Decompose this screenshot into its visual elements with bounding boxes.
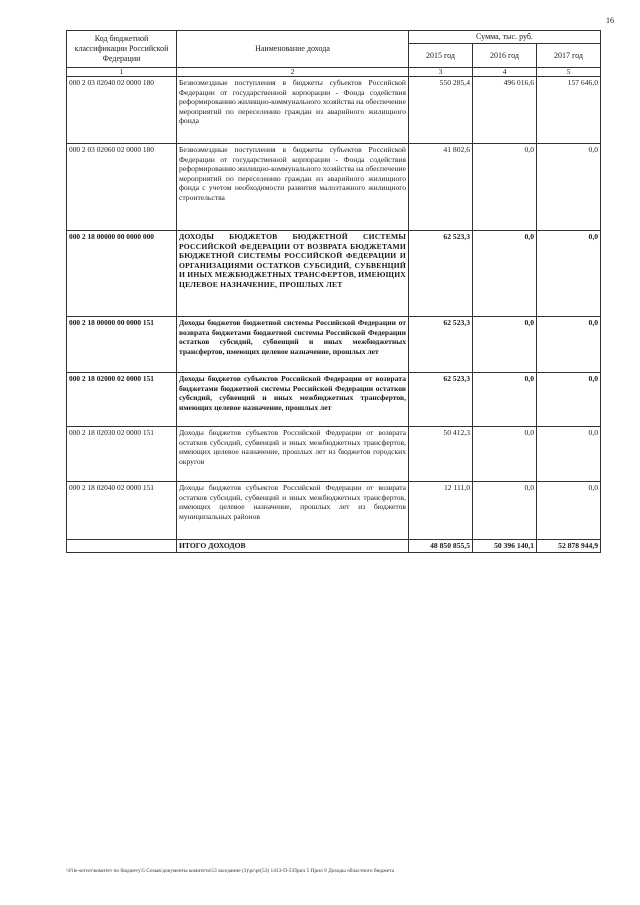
value-2017: 0,0 xyxy=(537,482,601,540)
value-2015: 50 412,3 xyxy=(409,427,473,482)
value-2016: 0,0 xyxy=(473,144,537,231)
value-2015: 41 802,6 xyxy=(409,144,473,231)
column-number: 1 xyxy=(67,68,177,77)
budget-revenue-table xyxy=(66,30,601,553)
value-2016: 0,0 xyxy=(473,317,537,373)
value-2017: 0,0 xyxy=(537,144,601,231)
revenue-code: 000 2 18 02030 02 0000 151 xyxy=(67,427,177,482)
total-2015: 48 850 855,5 xyxy=(409,540,473,553)
value-2017: 0,0 xyxy=(537,317,601,373)
header-year-2015: 2015 год xyxy=(409,44,473,68)
revenue-name: Безвозмездные поступления в бюджеты субъектов Российской Федерации от государственной корпорации - Фонда содействия реформированию жилищно-коммунального хозяйства на обеспечение мероприятий по переселению граждан из аварийного жилищного фонда xyxy=(177,77,409,144)
total-code-cell xyxy=(67,540,177,553)
header-code-column: Код бюджетной классификации Российской Федерации xyxy=(67,31,177,68)
total-2016: 50 396 140,1 xyxy=(473,540,537,553)
revenue-name: ДОХОДЫ БЮДЖЕТОВ БЮДЖЕТНОЙ СИСТЕМЫ РОССИЙСКОЙ ФЕДЕРАЦИИ ОТ ВОЗВРАТА БЮДЖЕТАМИ БЮДЖЕТНОЙ СИСТЕМЫ РОССИЙСКОЙ ФЕДЕРАЦИИ И ОРГАНИЗАЦИЯМИ ОСТАТКОВ СУБСИДИЙ, СУБВЕНЦИЙ И ИНЫХ МЕЖБЮДЖЕТНЫХ ТРАНСФЕРТОВ, ИМЕЮЩИХ ЦЕЛЕВОЕ НАЗНАЧЕНИЕ, ПРОШЛЫХ ЛЕТ xyxy=(177,231,409,317)
table-row xyxy=(67,144,601,231)
page-number: 16 xyxy=(606,16,614,25)
value-2015: 12 111,0 xyxy=(409,482,473,540)
column-number: 2 xyxy=(177,68,409,77)
table-row xyxy=(67,231,601,317)
table-row xyxy=(67,373,601,427)
revenue-code: 000 2 18 00000 00 0000 151 xyxy=(67,317,177,373)
revenue-code: 000 2 18 02000 02 0000 151 xyxy=(67,373,177,427)
value-2016: 0,0 xyxy=(473,427,537,482)
revenue-name: Доходы бюджетов субъектов Российской Федерации от возврата бюджетами бюджетной системы Российской Федерации остатков субсидий, субвенций и иных межбюджетных трансфертов, имеющих целевое назначение, прошлых лет xyxy=(177,373,409,427)
revenue-name: Доходы бюджетов бюджетной системы Российской Федерации от возврата бюджетами бюджетной системы Российской Федерации остатков субсидий, субвенций и иных межбюджетных трансфертов, имеющих целевое назначение, прошлых лет xyxy=(177,317,409,373)
revenue-code: 000 2 03 02060 02 0000 180 xyxy=(67,144,177,231)
total-row xyxy=(67,540,601,553)
revenue-name: Доходы бюджетов субъектов Российской Федерации от возврата остатков субсидий, субвенций и иных межбюджетных трансфертов, имеющих целевое назначение, прошлых лет из бюджетов городских округов xyxy=(177,427,409,482)
revenue-name: Безвозмездные поступления в бюджеты субъектов Российской Федерации от государственной корпорации - Фонда содействия реформированию жилищно-коммунального хозяйства на обеспечение мероприятий по переселению граждан из аварийного жилищного фонда с учетом необходимости развития малоэтажного жилищного строительства xyxy=(177,144,409,231)
column-number: 4 xyxy=(473,68,537,77)
header-name-column: Наименование дохода xyxy=(177,31,409,68)
value-2015: 62 523,3 xyxy=(409,231,473,317)
revenue-code: 000 2 18 02040 02 0000 151 xyxy=(67,482,177,540)
revenue-name: Доходы бюджетов субъектов Российской Федерации от возврата остатков субсидий, субвенций и иных межбюджетных трансфертов, имеющих целевое назначение, прошлых лет из бюджетов муниципальных районов xyxy=(177,482,409,540)
value-2017: 0,0 xyxy=(537,427,601,482)
revenue-code: 000 2 03 02040 02 0000 180 xyxy=(67,77,177,144)
table-row xyxy=(67,482,601,540)
table-row xyxy=(67,317,601,373)
value-2017: 0,0 xyxy=(537,373,601,427)
header-year-2016: 2016 год xyxy=(473,44,537,68)
column-number: 3 xyxy=(409,68,473,77)
value-2016: 0,0 xyxy=(473,231,537,317)
revenue-code: 000 2 18 00000 00 0000 000 xyxy=(67,231,177,317)
value-2016: 496 016,6 xyxy=(473,77,537,144)
column-number: 5 xyxy=(537,68,601,77)
value-2017: 0,0 xyxy=(537,231,601,317)
total-label: ИТОГО ДОХОДОВ xyxy=(177,540,409,553)
table-row xyxy=(67,77,601,144)
value-2015: 62 523,3 xyxy=(409,317,473,373)
file-path-footer: \\File-server\комитет по бюджету\5 Созыв\документы комитета\53 заседание (3)\pr\pr(53) 1413-П-5\Прил 5 Прил 9 Доходы областного бюджета xyxy=(66,868,395,874)
value-2016: 0,0 xyxy=(473,373,537,427)
value-2016: 0,0 xyxy=(473,482,537,540)
value-2015: 62 523,3 xyxy=(409,373,473,427)
value-2017: 157 646,0 xyxy=(537,77,601,144)
header-year-2017: 2017 год xyxy=(537,44,601,68)
header-sum-column: Сумма, тыс. руб. xyxy=(409,31,601,44)
total-2017: 52 878 944,9 xyxy=(537,540,601,553)
table-row xyxy=(67,427,601,482)
value-2015: 550 285,4 xyxy=(409,77,473,144)
